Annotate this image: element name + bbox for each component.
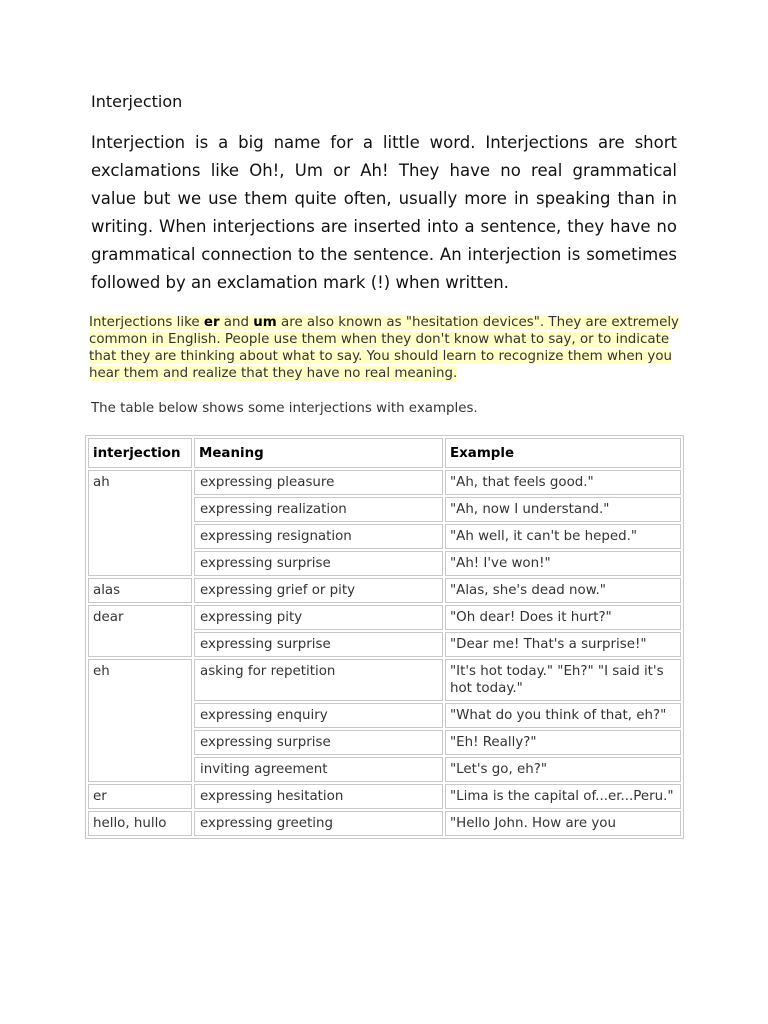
cell-meaning: expressing pleasure — [194, 470, 443, 495]
cell-example: "It's hot today." "Eh?" "I said it's hot today." — [445, 659, 681, 701]
cell-example: "Ah well, it can't be heped." — [445, 524, 681, 549]
note-part-3: are also known as "hesitation devices". They are extremely common in English. People use them when they don't know what to say, or to indicate that they are thinking about what to say. You should learn to recognize them when you hear them and realize that they have no real meaning. — [89, 315, 679, 381]
intro-paragraph: Interjection is a big name for a little word. Interjections are short exclamations like Oh!, Um or Ah! They have no real grammatical value but we use them quite often, usually more in speaking than in writing. When interjections are inserted into a sentence, they have no grammatical connection to the sentence. An interjection is sometimes followed by an exclamation mark (!) when written. — [91, 133, 677, 292]
note-bold-er: er — [203, 315, 220, 330]
interjection-table — [85, 435, 684, 839]
cell-example: "Ah! I've won!" — [445, 551, 681, 576]
header-example: Example — [445, 438, 681, 468]
cell-example: "Hello John. How are you — [445, 811, 681, 836]
cell-interjection: alas — [88, 578, 192, 603]
cell-interjection: dear — [88, 605, 192, 657]
cell-meaning: expressing surprise — [194, 730, 443, 755]
table-body — [88, 470, 681, 836]
cell-meaning: expressing pity — [194, 605, 443, 630]
table-intro: The table below shows some interjections with examples. — [91, 401, 478, 416]
cell-meaning: expressing realization — [194, 497, 443, 522]
cell-meaning: expressing enquiry — [194, 703, 443, 728]
hesitation-note — [89, 314, 682, 382]
cell-interjection: eh — [88, 659, 192, 782]
header-interjection: interjection — [88, 438, 192, 468]
cell-interjection: ah — [88, 470, 192, 576]
cell-meaning: expressing surprise — [194, 551, 443, 576]
highlighted-text — [89, 315, 679, 381]
cell-meaning: expressing surprise — [194, 632, 443, 657]
header-meaning: Meaning — [194, 438, 443, 468]
cell-example: "Alas, she's dead now." — [445, 578, 681, 603]
cell-meaning: asking for repetition — [194, 659, 443, 701]
note-part-2: and — [219, 315, 254, 330]
table-row — [88, 470, 681, 495]
cell-example: "Eh! Really?" — [445, 730, 681, 755]
cell-example: "What do you think of that, eh?" — [445, 703, 681, 728]
table-row — [88, 784, 681, 809]
note-bold-um: um — [253, 315, 277, 330]
cell-example: "Lima is the capital of...er...Peru." — [445, 784, 681, 809]
cell-example: "Ah, now I understand." — [445, 497, 681, 522]
cell-example: "Dear me! That's a surprise!" — [445, 632, 681, 657]
page-title: Interjection — [91, 92, 183, 111]
cell-meaning: expressing resignation — [194, 524, 443, 549]
cell-meaning: expressing grief or pity — [194, 578, 443, 603]
cell-meaning: expressing hesitation — [194, 784, 443, 809]
cell-interjection: er — [88, 784, 192, 809]
cell-example: "Ah, that feels good." — [445, 470, 681, 495]
table-row — [88, 605, 681, 630]
table-row — [88, 578, 681, 603]
cell-example: "Oh dear! Does it hurt?" — [445, 605, 681, 630]
table-row — [88, 811, 681, 836]
cell-example: "Let's go, eh?" — [445, 757, 681, 782]
cell-meaning: expressing greeting — [194, 811, 443, 836]
note-part-1: Interjections like — [89, 315, 204, 330]
cell-meaning: inviting agreement — [194, 757, 443, 782]
cell-interjection: hello, hullo — [88, 811, 192, 836]
table-row — [88, 659, 681, 701]
table-header-row — [88, 438, 681, 468]
